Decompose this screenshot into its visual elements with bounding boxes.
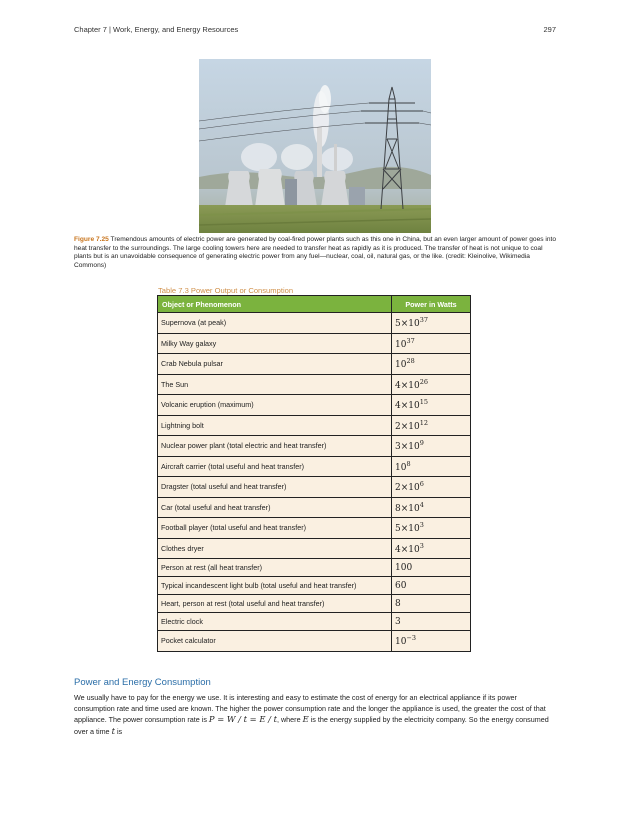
object-cell: Clothes dryer [158, 538, 392, 559]
table-row [158, 497, 471, 518]
table-row [158, 354, 471, 375]
power-exponent: 37 [419, 316, 429, 325]
table-row [158, 518, 471, 539]
table-row [158, 313, 471, 334]
object-cell: Volcanic eruption (maximum) [158, 395, 392, 416]
power-base: 2×10 [395, 483, 420, 494]
power-cell [392, 436, 471, 457]
object-cell: Typical incandescent light bulb (total useful and heat transfer) [158, 577, 392, 595]
chapter-title: Chapter 7 | Work, Energy, and Energy Resources [74, 25, 239, 34]
table-row [158, 477, 471, 498]
table-row [158, 436, 471, 457]
variable-e: E [302, 714, 309, 725]
power-cell [392, 415, 471, 436]
table-row [158, 456, 471, 477]
power-base: 100 [395, 562, 413, 573]
power-exponent: 3 [419, 521, 424, 530]
object-cell: Crab Nebula pulsar [158, 354, 392, 375]
power-base: 8×10 [395, 503, 420, 514]
power-cell [392, 313, 471, 334]
table-row [158, 631, 471, 652]
power-exponent: 12 [419, 418, 429, 427]
object-cell: Football player (total useful and heat transfer) [158, 518, 392, 539]
power-cell [392, 354, 471, 375]
table-row [158, 577, 471, 595]
table-row [158, 333, 471, 354]
power-base: 5×10 [395, 319, 420, 330]
power-exponent: −3 [406, 634, 417, 643]
power-exponent: 15 [419, 398, 429, 407]
object-cell: Dragster (total useful and heat transfer) [158, 477, 392, 498]
power-cell [392, 613, 471, 631]
power-exponent: 26 [419, 377, 429, 386]
page-number: 297 [543, 25, 556, 34]
power-cell [392, 631, 471, 652]
object-cell: Supernova (at peak) [158, 313, 392, 334]
header-power: Power in Watts [392, 296, 471, 313]
power-cell [392, 577, 471, 595]
power-cell [392, 538, 471, 559]
table-row [158, 538, 471, 559]
object-cell: The Sun [158, 374, 392, 395]
table-row [158, 595, 471, 613]
table-row [158, 415, 471, 436]
power-exponent: 37 [406, 336, 415, 345]
power-base: 10 [395, 637, 407, 648]
object-cell: Lightning bolt [158, 415, 392, 436]
table-row [158, 395, 471, 416]
figure-caption [74, 236, 556, 270]
power-cell [392, 497, 471, 518]
object-cell: Milky Way galaxy [158, 333, 392, 354]
table-row [158, 374, 471, 395]
object-cell: Nuclear power plant (total electric and heat transfer) [158, 436, 392, 457]
power-cell [392, 477, 471, 498]
power-exponent: 3 [419, 541, 424, 550]
table-title: Table 7.3 Power Output or Consumption [158, 286, 294, 295]
power-exponent: 4 [419, 500, 424, 509]
power-exponent: 6 [419, 480, 424, 489]
figure-label: Figure 7.25 [74, 236, 109, 243]
power-cell [392, 518, 471, 539]
object-cell: Electric clock [158, 613, 392, 631]
power-base: 10 [395, 360, 407, 371]
section-title: Power and Energy Consumption [74, 677, 211, 688]
power-cell [392, 456, 471, 477]
table-row [158, 613, 471, 631]
object-cell: Car (total useful and heat transfer) [158, 497, 392, 518]
power-cell [392, 395, 471, 416]
table-body [158, 313, 471, 652]
power-base: 60 [395, 580, 407, 591]
power-base: 4×10 [395, 401, 420, 412]
power-exponent: 8 [406, 459, 411, 468]
power-plant-photo [199, 59, 431, 233]
power-table [157, 295, 471, 652]
power-base: 3 [395, 616, 401, 627]
power-base: 10 [395, 462, 407, 473]
paragraph-text-3: is the energy supplied by the electricity company. So the energy consumed over a time [74, 715, 549, 736]
figure-caption-text: Tremendous amounts of electric power are generated by coal-fired power plants such as this one in China, but an even larger amount of power goes into heat transfer to the surroundings. The large cooling towers here are needed to transfer heat as rapidly as it is produced. The transfer of heat is not unique to coal plants but is an unavoidable consequence of generating electric power from any fuel—nuclear, coal, oil, natural gas, or the like. (credit: Kleinolive, Wikimedia Commons) [74, 236, 556, 269]
object-cell: Pocket calculator [158, 631, 392, 652]
page-header [74, 25, 556, 34]
object-cell: Person at rest (all heat transfer) [158, 559, 392, 577]
power-base: 4×10 [395, 544, 420, 555]
object-cell: Aircraft carrier (total useful and heat transfer) [158, 456, 392, 477]
power-base: 4×10 [395, 380, 420, 391]
power-base: 8 [395, 598, 401, 609]
power-cell [392, 559, 471, 577]
table-row [158, 559, 471, 577]
body-paragraph [74, 692, 556, 737]
paragraph-text-1: We usually have to pay for the energy we use. It is interesting and easy to estimate the cost of energy for an electrical appliance if its power consumption rate and time used are known. The higher the power consumption rate and the longer the appliance is used, the greater the cost of that appliance. The power consumption rate is [74, 693, 546, 725]
power-exponent: 28 [406, 357, 415, 366]
power-exponent: 9 [419, 439, 424, 448]
power-cell [392, 374, 471, 395]
paragraph-text-2: , where [277, 715, 301, 725]
power-base: 10 [395, 339, 407, 350]
paragraph-text-4: is [116, 726, 123, 736]
power-base: 2×10 [395, 421, 420, 432]
table-header-row [158, 296, 471, 313]
variable-t: t [111, 725, 115, 736]
object-cell: Heart, person at rest (total useful and heat transfer) [158, 595, 392, 613]
power-cell [392, 333, 471, 354]
power-cell [392, 595, 471, 613]
header-object: Object or Phenomenon [158, 296, 392, 313]
power-base: 5×10 [395, 524, 420, 535]
power-formula: P = W / t = E / t [208, 714, 277, 725]
power-base: 3×10 [395, 442, 420, 453]
